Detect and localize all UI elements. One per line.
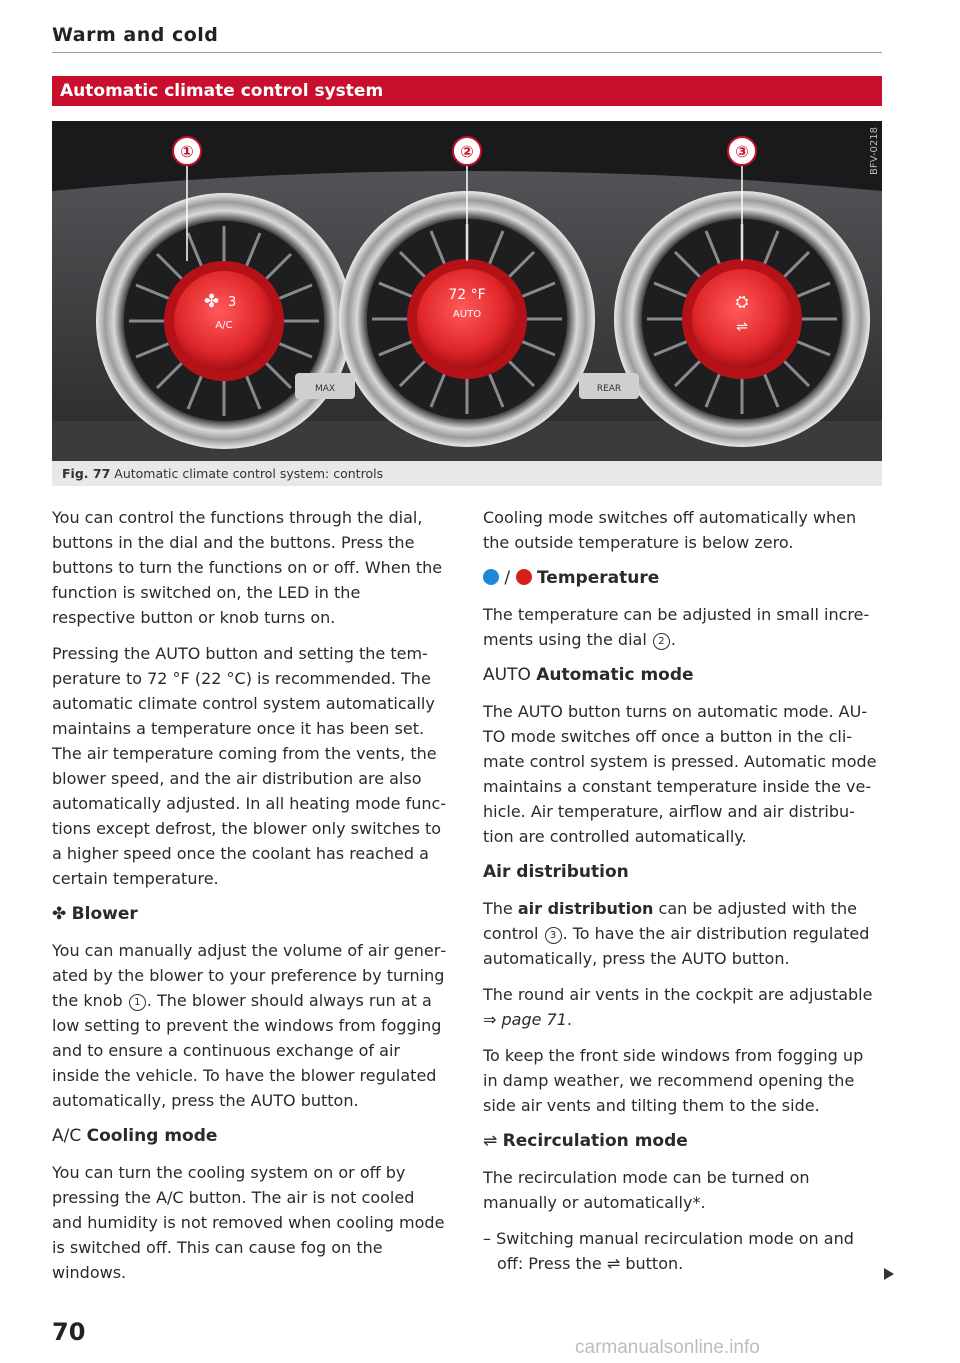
temperature-heading-text: Temperature xyxy=(536,568,660,588)
automatic-heading xyxy=(483,663,879,688)
knob3-recirculation-icon: ⇌ xyxy=(736,319,748,335)
list-item-text-a: – Switching manual recirculation mode on and off: Press the xyxy=(483,1229,854,1273)
temperature-paragraph xyxy=(483,602,879,652)
blue-dot-icon xyxy=(483,569,499,585)
callout-1: ① xyxy=(180,142,194,161)
dashboard-illustration xyxy=(52,121,882,461)
recirculation-button-icon: ⇌ xyxy=(606,1254,621,1273)
section-title: Warm and cold xyxy=(52,24,219,46)
knob1-fan-level: 3 xyxy=(228,295,237,310)
figure-climate-controls xyxy=(52,121,882,461)
figure-caption xyxy=(52,461,882,486)
cooling-heading-text: Cooling mode xyxy=(86,1126,218,1146)
caption-label: Fig. 77 xyxy=(62,466,111,481)
temperature-slash: / xyxy=(504,568,511,588)
figure-code: BFV-0218 xyxy=(869,127,880,175)
air-distribution-heading xyxy=(483,860,879,885)
knob2-auto-label: AUTO xyxy=(452,309,482,320)
air-text-b: . To have the air distribution regulated automatically, press the AUTO button. xyxy=(483,924,870,968)
air-distribution-icon: ⛭ xyxy=(735,292,749,311)
blower-text-a: You can manually adjust the volume of air generated by the blower to your preference by turning the knob xyxy=(52,941,447,1010)
recirculation-icon: ⇌ xyxy=(483,1131,498,1151)
right-column xyxy=(483,505,879,1287)
knob2-temperature: 72 °F xyxy=(448,287,486,303)
air-distribution-heading-text: Air distribution xyxy=(483,862,629,882)
air-text-pre: The xyxy=(483,899,513,918)
max-button-label: MAX xyxy=(314,384,336,394)
air-text-a: can be adjusted with the control xyxy=(483,899,857,943)
blower-heading xyxy=(52,902,448,927)
cooling-paragraph: You can turn the cooling system on or off by pressing the A/C button. The air is not cooled and humidity is not removed when cooling mode is switched off. This can cause fog on the windows. xyxy=(52,1163,445,1282)
temperature-text-a: The temperature can be adjusted in small increments using the dial xyxy=(483,605,870,649)
automatic-paragraph: The AUTO button turns on automatic mode. AUTO mode switches off once a button in the climate control system is pressed. Automatic mode maintains a constant temperature inside the vehicle. Air temperature, airflow and air distribution are controlled automatically. xyxy=(483,702,877,846)
fan-icon: ✤ xyxy=(204,291,220,312)
section-divider xyxy=(52,52,882,53)
red-dot-icon xyxy=(516,569,532,585)
rear-button-label: REAR xyxy=(596,384,622,394)
ref-circle-3: 3 xyxy=(545,927,562,944)
air-text-bold: air distribution xyxy=(517,899,654,918)
ref-circle-2: 2 xyxy=(653,633,670,650)
list-item xyxy=(483,1226,879,1276)
automatic-heading-text: Automatic mode xyxy=(536,665,694,685)
chapter-banner: Automatic climate control system xyxy=(52,76,882,106)
temperature-heading xyxy=(483,566,879,591)
auto-recommendation-paragraph: Pressing the AUTO button and setting the temperature to 72 °F (22 °C) is recommended. The automatic climate control system automatically maintains a temperature once it has been set. The air temperature coming from the vents, the blower speed, and the air distribution are also automatically adjusted. In all heating mode functions except defrost, the blower only switches to a higher speed once the coolant has reached a certain temperature. xyxy=(52,644,447,888)
blower-paragraph xyxy=(52,938,448,1113)
page-71-link[interactable]: ⇒ page 71 xyxy=(483,1010,567,1029)
callout-2: ② xyxy=(460,142,474,161)
air-distribution-paragraph xyxy=(483,896,879,971)
vents-text-a: The round air vents in the cockpit are adjustable xyxy=(483,985,873,1004)
recirculation-paragraph: The recirculation mode can be turned on manually or automatically*. xyxy=(483,1168,810,1212)
vents-paragraph xyxy=(483,982,879,1032)
ac-prefix: A/C xyxy=(52,1126,82,1146)
ref-circle-1: 1 xyxy=(129,994,146,1011)
continue-arrow-icon xyxy=(884,1268,894,1280)
blower-icon: ✤ xyxy=(52,904,67,924)
watermark: carmanualsonline.info xyxy=(575,1337,760,1358)
knob1-ac-label: A/C xyxy=(215,320,233,331)
auto-prefix: AUTO xyxy=(483,665,531,685)
blower-text-b: . The blower should always run at a low setting to prevent the windows from fogging and to ensure a continuous exchange of air inside the vehicle. To have the blower regulated automatically, press the AUTO button. xyxy=(52,991,442,1110)
callout-3: ③ xyxy=(735,142,749,161)
page-number: 70 xyxy=(52,1318,86,1346)
cooling-off-paragraph: Cooling mode switches off automatically when the outside temperature is below zero. xyxy=(483,508,857,552)
recirculation-heading-text: Recirculation mode xyxy=(502,1131,688,1151)
left-column xyxy=(52,505,448,1296)
recirculation-heading xyxy=(483,1129,879,1154)
temperature-text-b: . xyxy=(670,630,676,649)
cooling-heading xyxy=(52,1124,448,1149)
list-item-text-b: button. xyxy=(625,1254,684,1273)
caption-text: Automatic climate control system: controls xyxy=(114,466,384,481)
fogging-paragraph: To keep the front side windows from fogging up in damp weather, we recommend opening the side air vents and tilting them to the side. xyxy=(483,1046,864,1115)
blower-heading-text: Blower xyxy=(71,904,138,924)
intro-paragraph: You can control the functions through the dial, buttons in the dial and the buttons. Press the buttons to turn the functions on or off. When the function is switched on, the LED in the respective button or knob turns on. xyxy=(52,508,443,627)
vents-text-b: . xyxy=(566,1010,572,1029)
